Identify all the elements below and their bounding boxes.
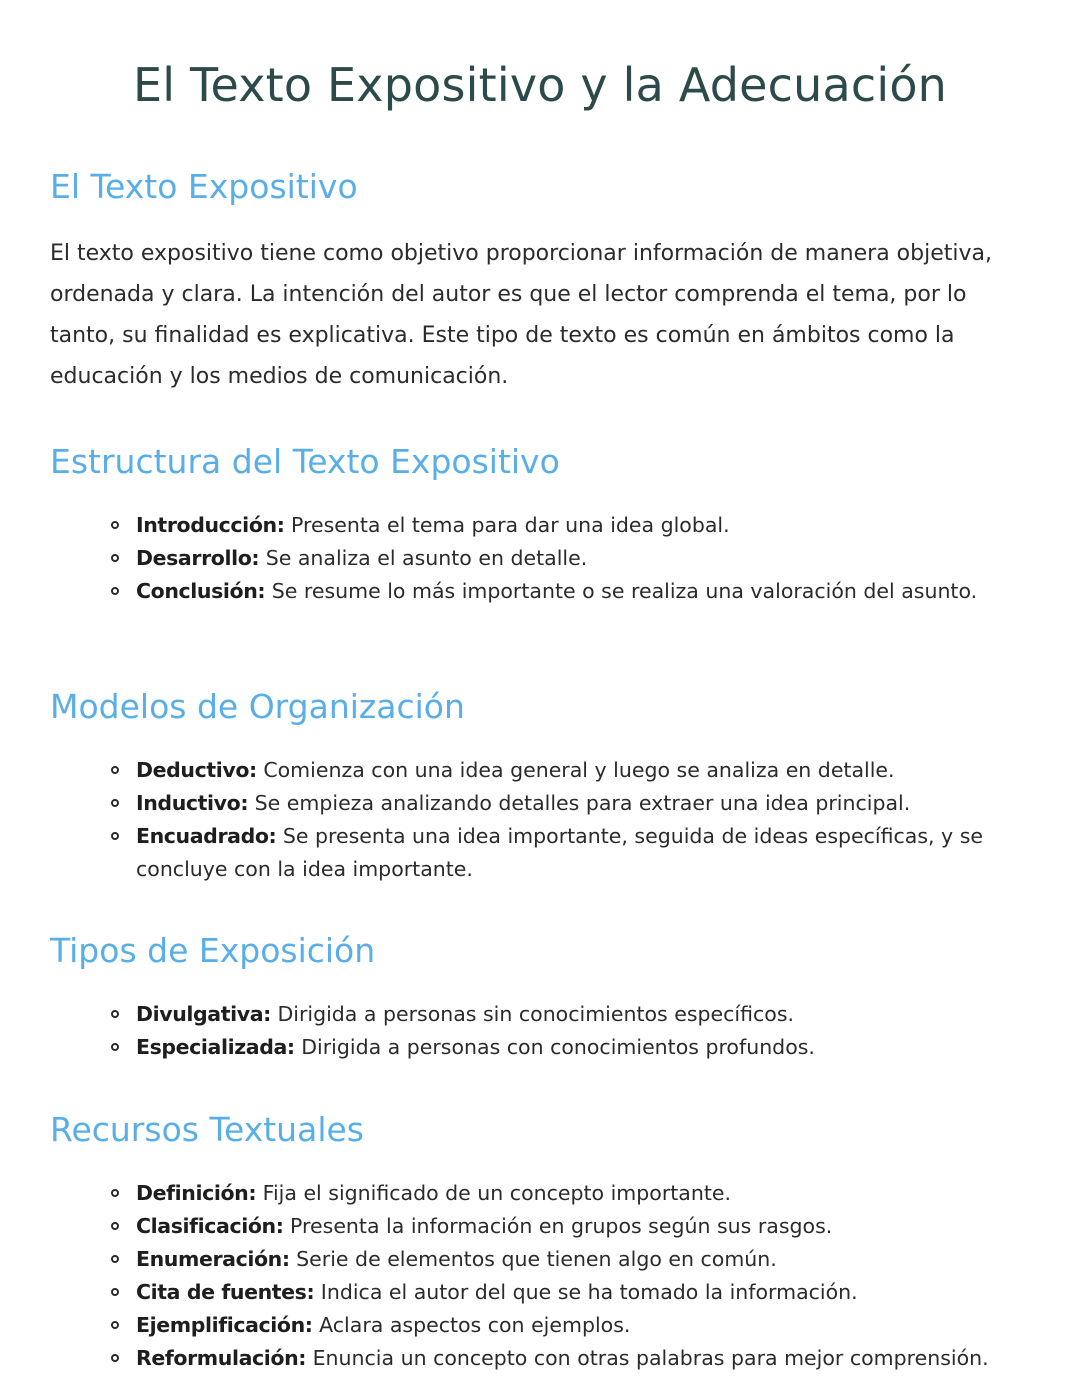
term-label: Divulgativa: [136,1002,271,1026]
section-heading-modelos: Modelos de Organización [50,687,465,726]
list-item [50,1177,1010,1210]
term-description: Se empieza analizando detalles para extraer una idea principal. [248,791,911,815]
term-description: Comienza con una idea general y luego se analiza en detalle. [256,758,895,782]
list-item [50,1342,1010,1375]
term-label: Definición: [136,1181,257,1205]
term-label: Reformulación: [136,1346,307,1370]
section-heading-texto-expositivo: El Texto Expositivo [50,167,358,206]
list-item [50,998,1010,1031]
term-description: Dirigida a personas con conocimientos profundos. [294,1035,815,1059]
term-description: Dirigida a personas sin conocimientos específicos. [270,1002,795,1026]
term-description: Se presenta una idea importante, seguida de ideas específicas, y se concluye con la idea importante. [136,824,983,881]
tipos-list [50,998,1010,1064]
section-heading-estructura: Estructura del Texto Expositivo [50,442,560,481]
list-item [50,754,1010,787]
section-estructura [50,441,1010,608]
circle-bullet-icon [111,1354,119,1362]
circle-bullet-icon [111,1321,119,1329]
circle-bullet-icon [111,1288,119,1296]
circle-bullet-icon [111,832,119,840]
term-label: Deductivo: [136,758,257,782]
list-item [50,787,1010,820]
recursos-list [50,1177,1010,1375]
intro-paragraph: El texto expositivo tiene como objetivo proporcionar información de manera objetiva, ordenada y clara. La intención del autor es que el lector comprenda el tema, por lo tanto, su finalidad es explicativa. Este tipo de texto es común en ámbitos como la educación y los medios de comunicación. [50,241,992,389]
circle-bullet-icon [111,521,119,529]
list-item [50,1031,1010,1064]
section-recursos [50,1109,1010,1375]
circle-bullet-icon [111,766,119,774]
term-description: Indica el autor del que se ha tomado la información. [314,1280,858,1304]
list-item [50,820,1010,886]
term-label: Especializada: [136,1035,295,1059]
term-description: Presenta el tema para dar una idea global. [284,513,730,537]
term-label: Encuadrado: [136,824,277,848]
circle-bullet-icon [111,587,119,595]
section-heading-tipos: Tipos de Exposición [50,931,376,970]
circle-bullet-icon [111,799,119,807]
term-label: Introducción: [136,513,285,537]
term-label: Enumeración: [136,1247,290,1271]
circle-bullet-icon [111,1255,119,1263]
list-item [50,1276,1010,1309]
term-label: Inductivo: [136,791,249,815]
list-item [50,1210,1010,1243]
list-item [50,542,1010,575]
estructura-list [50,509,1010,608]
term-label: Ejemplificación: [136,1313,313,1337]
term-description: Enuncia un concepto con otras palabras para mejor comprensión. [306,1346,989,1370]
circle-bullet-icon [111,1043,119,1051]
list-item [50,1243,1010,1276]
page-title: El Texto Expositivo y la Adecuación [132,58,948,112]
term-description: Presenta la información en grupos según sus rasgos. [283,1214,833,1238]
circle-bullet-icon [111,1222,119,1230]
section-modelos [50,686,1010,886]
modelos-list [50,754,1010,886]
circle-bullet-icon [111,1010,119,1018]
term-description: Serie de elementos que tienen algo en común. [289,1247,777,1271]
term-label: Cita de fuentes: [136,1280,315,1304]
term-label: Conclusión: [136,579,266,603]
circle-bullet-icon [111,1189,119,1197]
term-description: Fija el significado de un concepto importante. [256,1181,732,1205]
section-heading-recursos: Recursos Textuales [50,1110,364,1149]
term-label: Desarrollo: [136,546,260,570]
list-item [50,575,1010,608]
list-item [50,1309,1010,1342]
term-description: Aclara aspectos con ejemplos. [312,1313,631,1337]
section-tipos [50,930,1010,1064]
term-description: Se resume lo más importante o se realiza una valoración del asunto. [265,579,978,603]
circle-bullet-icon [111,554,119,562]
term-description: Se analiza el asunto en detalle. [259,546,588,570]
list-item [50,509,1010,542]
term-label: Clasificación: [136,1214,284,1238]
